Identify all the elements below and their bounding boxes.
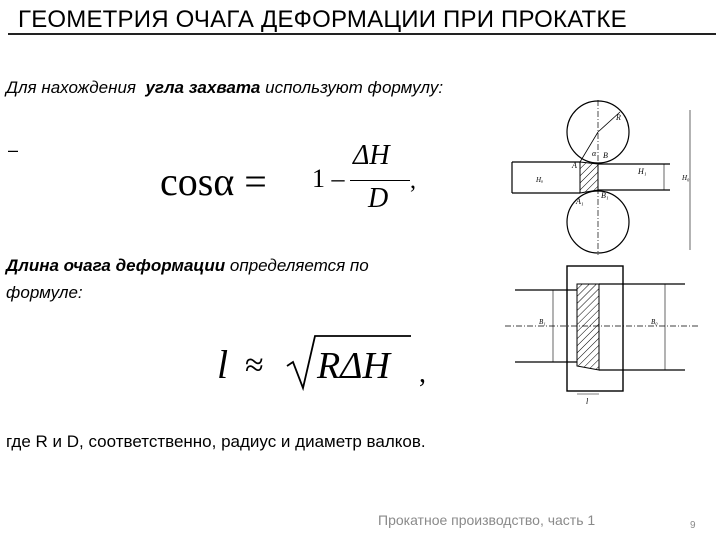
intro-bold: угла захвата (145, 78, 261, 97)
length-bold: Длина очага деформации (6, 256, 226, 275)
length-formula-l: l (217, 342, 229, 387)
bullet-dash: – (8, 140, 19, 160)
label-H1: H₁ (638, 167, 647, 176)
note-text: где R и D, соответственно, радиус и диаметр валков. (6, 432, 426, 451)
title-underline (8, 33, 716, 35)
label-B0-plan: B₀ (651, 318, 658, 326)
length-formula-approx: ≈ (245, 347, 264, 384)
fraction-bar (350, 180, 410, 181)
page-number: 9 (690, 520, 696, 531)
label-alpha: α (592, 149, 597, 158)
label-B: B (603, 151, 608, 160)
contact-area (577, 284, 599, 370)
deformation-zone (580, 162, 598, 193)
intro-text (6, 78, 443, 98)
label-A: A (572, 161, 577, 170)
fraction-numerator: ΔH (353, 140, 390, 171)
label-l-plan: l (586, 397, 589, 406)
length-text-line2: формуле: (6, 283, 83, 302)
length-rest: определяется по (229, 256, 369, 275)
intro-prefix: Для нахождения (6, 78, 136, 97)
roll-bite-diagram (500, 100, 700, 260)
length-text (6, 256, 369, 276)
label-B1-plan: B₁ (539, 318, 546, 326)
formula-comma: , (410, 168, 416, 194)
cos-alpha-lhs: cosα = (160, 159, 267, 204)
label-R: R (616, 113, 621, 122)
page-title: ГЕОМЕТРИЯ ОЧАГА ДЕФОРМАЦИИ ПРИ ПРОКАТКЕ (18, 6, 627, 33)
length-formula-comma: , (419, 358, 426, 389)
footer-text: Прокатное производство, часть 1 (378, 512, 596, 528)
fraction-denominator: D (368, 183, 389, 214)
intro-suffix: используют формулу: (265, 78, 444, 97)
label-B1: B₁ (601, 191, 609, 200)
one-minus: 1 – (312, 164, 345, 193)
plan-view-diagram (505, 262, 700, 412)
label-A1: A₁ (576, 197, 584, 206)
label-Hn: Hₐ (536, 176, 544, 184)
length-formula (215, 330, 455, 400)
length-formula-radicand: RΔH (317, 345, 390, 387)
label-H0: H₀ (682, 174, 690, 182)
